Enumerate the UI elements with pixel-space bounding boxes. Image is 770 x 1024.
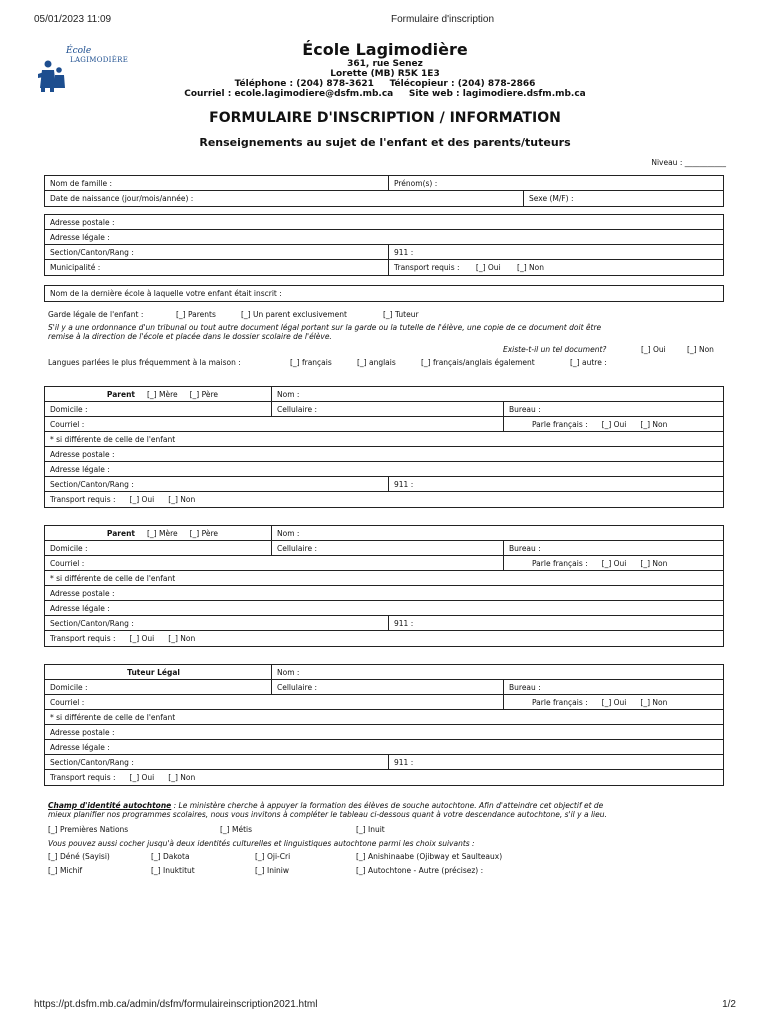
father-checkbox[interactable]: [_] Père	[189, 529, 218, 538]
sex-field[interactable]: Sexe (M/F) :	[523, 191, 574, 206]
email-field[interactable]: Courriel :	[50, 698, 85, 707]
custody-parents-checkbox[interactable]: [_] Parents	[176, 310, 216, 319]
option-oji-cri-checkbox[interactable]: [_] Oji-Cri	[255, 852, 291, 861]
child-row-dob	[45, 191, 723, 206]
office-phone-field[interactable]: Bureau :	[503, 402, 541, 416]
speaks-french-no-checkbox[interactable]: [_] Non	[640, 559, 668, 568]
guardian-transport-no-checkbox[interactable]: [_] Non	[168, 495, 196, 504]
guardian-transport-cell	[45, 492, 195, 507]
speaks-french-no-checkbox[interactable]: [_] Non	[640, 420, 668, 429]
guardian-transport-label: Transport requis :	[50, 634, 116, 643]
if-different-note: * si différente de celle de l'enfant	[50, 435, 176, 444]
guardian-transport-yes-checkbox[interactable]: [_] Oui	[129, 495, 155, 504]
home-phone-field[interactable]: Domicile :	[50, 544, 88, 553]
guardian-911-field[interactable]: 911 :	[388, 616, 413, 630]
speaks-french-yes-checkbox[interactable]: [_] Oui	[601, 420, 627, 429]
dob-field[interactable]: Date de naissance (jour/mois/année) :	[50, 194, 194, 203]
guardian-transport-yes-checkbox[interactable]: [_] Oui	[129, 634, 155, 643]
e911-field[interactable]: 911 :	[388, 245, 413, 259]
cell-phone-field[interactable]: Cellulaire :	[271, 541, 503, 555]
guardian-section-field[interactable]: Section/Canton/Rang :	[50, 619, 134, 628]
guardian-911-field[interactable]: 911 :	[388, 755, 413, 769]
level-field[interactable]: Niveau : ___________	[651, 158, 726, 167]
school-city: Lorette (MB) R5K 1E3	[330, 69, 440, 79]
mother-checkbox[interactable]: [_] Mère	[147, 390, 178, 399]
guardian-transport-yes-checkbox[interactable]: [_] Oui	[129, 773, 155, 782]
option-other-indigenous-checkbox[interactable]: [_] Autochtone - Autre (précisez) :	[356, 866, 484, 875]
transport-yes-checkbox[interactable]: [_] Oui	[475, 263, 501, 272]
speaks-french-cell	[503, 556, 723, 570]
office-phone-field[interactable]: Bureau :	[503, 680, 541, 694]
speaks-french-cell	[503, 417, 723, 431]
lang-other-checkbox[interactable]: [_] autre :	[570, 358, 607, 367]
speaks-french-no-checkbox[interactable]: [_] Non	[640, 698, 668, 707]
speaks-french-label: Parle français :	[532, 420, 588, 429]
email-field[interactable]: Courriel :	[50, 559, 85, 568]
guardian-legal-address-field[interactable]: Adresse légale :	[50, 743, 110, 752]
option-anishinaabe-checkbox[interactable]: [_] Anishinaabe (Ojibway et Saulteaux)	[356, 852, 503, 861]
guardian-section-field[interactable]: Section/Canton/Rang :	[50, 480, 134, 489]
guardian-transport-no-checkbox[interactable]: [_] Non	[168, 634, 196, 643]
home-phone-field[interactable]: Domicile :	[50, 683, 88, 692]
guardian-name-field[interactable]: Nom :	[271, 526, 299, 540]
last-school-field[interactable]: Nom de la dernière école à laquelle votre enfant était inscrit :	[50, 289, 282, 298]
custody-one-parent-checkbox[interactable]: [_] Un parent exclusivement	[241, 310, 347, 319]
guardian-block	[44, 664, 724, 786]
guardian-block	[44, 386, 724, 508]
form-subtitle: Renseignements au sujet de l'enfant et des parents/tuteurs	[199, 136, 571, 149]
guardian-postal-address-field[interactable]: Adresse postale :	[50, 728, 115, 737]
guardian-legal-address-field[interactable]: Adresse légale :	[50, 465, 110, 474]
metis-checkbox[interactable]: [_] Métis	[220, 825, 253, 834]
speaks-french-yes-checkbox[interactable]: [_] Oui	[601, 559, 627, 568]
print-datetime: 05/01/2023 11:09	[34, 14, 112, 25]
guardian-block	[44, 525, 724, 647]
mother-checkbox[interactable]: [_] Mère	[147, 529, 178, 538]
lang-both-checkbox[interactable]: [_] français/anglais également	[421, 358, 535, 367]
cell-phone-field[interactable]: Cellulaire :	[271, 680, 503, 694]
guardian-legal-address-field[interactable]: Adresse légale :	[50, 604, 110, 613]
logo-line1: École	[66, 46, 92, 56]
languages-label: Langues parlées le plus fréquemment à la maison :	[48, 358, 241, 367]
cell-phone-field[interactable]: Cellulaire :	[271, 402, 503, 416]
custody-document-question: Existe-t-il un tel document?	[503, 345, 607, 354]
inuit-checkbox[interactable]: [_] Inuit	[356, 825, 385, 834]
guardian-name-field[interactable]: Nom :	[271, 387, 299, 401]
first-names-field[interactable]: Prénom(s) :	[388, 176, 437, 190]
option-ininiw-checkbox[interactable]: [_] Ininiw	[255, 866, 290, 875]
guardian-block-title: Tuteur Légal	[127, 668, 180, 677]
lang-french-checkbox[interactable]: [_] français	[290, 358, 332, 367]
legal-address-field[interactable]: Adresse légale :	[50, 233, 110, 242]
guardian-transport-cell	[45, 631, 195, 646]
guardian-transport-no-checkbox[interactable]: [_] Non	[168, 773, 196, 782]
child-row-name	[45, 176, 723, 191]
form-title: FORMULAIRE D'INSCRIPTION / INFORMATION	[209, 110, 561, 126]
postal-address-field[interactable]: Adresse postale :	[50, 218, 115, 227]
guardian-postal-address-field[interactable]: Adresse postale :	[50, 589, 115, 598]
speaks-french-label: Parle français :	[532, 698, 588, 707]
custody-guardian-checkbox[interactable]: [_] Tuteur	[383, 310, 419, 319]
indigenous-intro-line1	[48, 801, 603, 810]
speaks-french-cell	[503, 695, 723, 709]
guardian-transport-label: Transport requis :	[50, 773, 116, 782]
custody-doc-no-checkbox[interactable]: [_] Non	[687, 345, 714, 354]
indigenous-heading: Champ d'identité autochtone	[48, 801, 172, 810]
guardian-postal-address-field[interactable]: Adresse postale :	[50, 450, 115, 459]
option-dene-checkbox[interactable]: [_] Déné (Sayisi)	[48, 852, 110, 861]
indigenous-choose-text: Vous pouvez aussi cocher jusqu'à deux identités culturelles et linguistiques autochtone parmi les choix suivants :	[48, 839, 475, 848]
office-phone-field[interactable]: Bureau :	[503, 541, 541, 555]
father-checkbox[interactable]: [_] Père	[189, 390, 218, 399]
indigenous-intro-line2: mieux planifier nos programmes scolaires, nous vous invitons à compléter le tableau ci-dessous quant à votre descendance autochtone, s'il y a lieu.	[48, 810, 607, 819]
speaks-french-label: Parle français :	[532, 559, 588, 568]
school-street: 361, rue Senez	[347, 59, 423, 69]
indigenous-intro-text: : Le ministère cherche à appuyer la formation des élèves de souche autochtone. Afin d'atteindre cet objectif et de	[171, 801, 604, 810]
child-address-table	[44, 214, 724, 276]
guardian-911-field[interactable]: 911 :	[388, 477, 413, 491]
transport-label: Transport requis :	[394, 263, 460, 272]
if-different-note: * si différente de celle de l'enfant	[50, 574, 176, 583]
option-inuktitut-checkbox[interactable]: [_] Inuktitut	[151, 866, 195, 875]
guardian-name-field[interactable]: Nom :	[271, 665, 299, 679]
option-dakota-checkbox[interactable]: [_] Dakota	[151, 852, 190, 861]
if-different-note: * si différente de celle de l'enfant	[50, 713, 176, 722]
last-name-field[interactable]: Nom de famille :	[50, 179, 112, 188]
last-school-table	[44, 285, 724, 302]
custody-note-line2: remise à la direction de l'école et placée dans le dossier scolaire de l'élève.	[48, 332, 332, 341]
custody-label: Garde légale de l'enfant :	[48, 310, 144, 319]
school-name: École Lagimodière	[302, 40, 468, 59]
transport-no-checkbox[interactable]: [_] Non	[517, 263, 544, 272]
guardian-transport-label: Transport requis :	[50, 495, 116, 504]
transport-cell	[388, 260, 544, 275]
print-page-title: Formulaire d'inscription	[390, 14, 495, 25]
school-contact: Courriel : ecole.lagimodiere@dsfm.mb.ca Site web : lagimodiere.dsfm.mb.ca	[184, 89, 586, 99]
section-field[interactable]: Section/Canton/Rang :	[50, 248, 134, 257]
guardian-block-title: Parent	[106, 529, 135, 538]
lang-english-checkbox[interactable]: [_] anglais	[357, 358, 396, 367]
child-identity-table	[44, 175, 724, 207]
print-page-count: 1/2	[722, 999, 736, 1010]
print-url: https://pt.dsfm.mb.ca/admin/dsfm/formulaireinscription2021.html	[34, 999, 318, 1010]
logo-line2: LAGIMODIÈRE	[70, 56, 129, 64]
school-phones: Téléphone : (204) 878-3621 Télécopieur : (204) 878-2866	[234, 79, 536, 89]
guardian-transport-cell	[45, 770, 195, 785]
speaks-french-yes-checkbox[interactable]: [_] Oui	[601, 698, 627, 707]
option-michif-checkbox[interactable]: [_] Michif	[48, 866, 83, 875]
custody-note-line1: S'il y a une ordonnance d'un tribunal ou tout autre document légal portant sur la garde ou la tutelle de l'élève, une copie de ce document doit être	[48, 323, 602, 332]
email-field[interactable]: Courriel :	[50, 420, 85, 429]
guardian-block-title: Parent	[106, 390, 135, 399]
first-nations-checkbox[interactable]: [_] Premières Nations	[48, 825, 129, 834]
custody-doc-yes-checkbox[interactable]: [_] Oui	[641, 345, 666, 354]
guardian-section-field[interactable]: Section/Canton/Rang :	[50, 758, 134, 767]
home-phone-field[interactable]: Domicile :	[50, 405, 88, 414]
municipality-field[interactable]: Municipalité :	[50, 263, 101, 272]
